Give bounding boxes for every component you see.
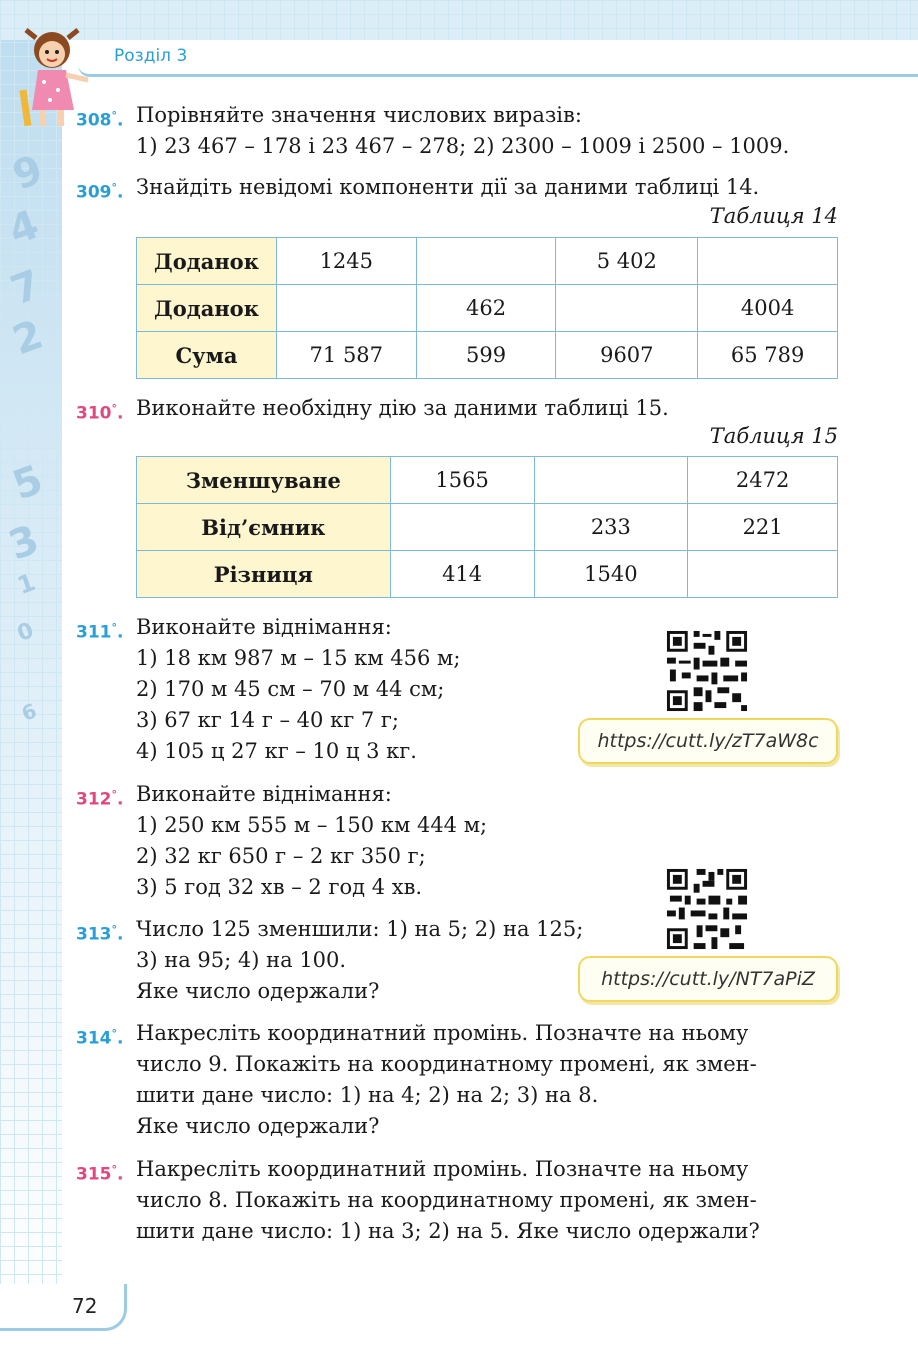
table-cell: 9607 [556, 332, 698, 379]
header-bar [78, 40, 918, 77]
decorative-digit: 1 [13, 567, 39, 601]
decorative-side-strip [0, 0, 62, 1330]
task-number: 315°. [76, 1163, 124, 1185]
decorative-digit: 6 [18, 698, 40, 726]
task-text [136, 393, 669, 424]
table-cell: 1540 [534, 551, 688, 598]
task-line: 3) 5 год 32 хв – 2 год 4 хв. [136, 875, 423, 899]
qr-code-icon[interactable] [664, 866, 750, 952]
task-number: 309°. [76, 181, 124, 203]
task-line: Накресліть координатний промінь. Позначте на ньому [136, 1021, 749, 1045]
table-cell: 462 [416, 285, 556, 332]
page-number: 72 [72, 1294, 98, 1318]
table-cell: 1565 [390, 457, 534, 504]
table-cell [534, 457, 688, 504]
page-number-tab [0, 1284, 127, 1331]
table-cell: 233 [534, 504, 688, 551]
task-line: Накресліть координатний промінь. Позначте на ньому [136, 1157, 749, 1181]
task-line: Виконайте віднімання: [136, 782, 392, 806]
task-line: Яке число одержали? [136, 1114, 380, 1138]
table-cell: 5 402 [556, 238, 698, 285]
table-cell [698, 238, 838, 285]
task-line: Яке число одержали? [136, 979, 380, 1003]
table-cell: 221 [688, 504, 838, 551]
table-cell: 414 [390, 551, 534, 598]
task-line: 2) 32 кг 650 г – 2 кг 350 г; [136, 844, 426, 868]
row-header: Доданок [137, 238, 277, 285]
row-header: Зменшуване [137, 457, 391, 504]
table-14 [136, 237, 838, 379]
table-row [137, 285, 838, 332]
table-cell [556, 285, 698, 332]
row-header: Від’ємник [137, 504, 391, 551]
task-text [136, 1154, 760, 1247]
table-row [137, 504, 838, 551]
table-cell [688, 551, 838, 598]
table-cell: 599 [416, 332, 556, 379]
table-cell [416, 238, 556, 285]
qr-code-icon[interactable] [664, 628, 750, 714]
decorative-digit: 2 [6, 311, 49, 365]
link-pill-1[interactable]: https://cutt.ly/zT7aW8c [578, 718, 838, 764]
task-text [136, 612, 460, 767]
task-number: 310°. [76, 402, 124, 424]
table-cell: 4004 [698, 285, 838, 332]
task-line: Число 125 зменшили: 1) на 5; 2) на 125; [136, 917, 584, 941]
link-pill-2[interactable]: https://cutt.ly/NT7aPiZ [578, 956, 838, 1002]
table-row [137, 238, 838, 285]
table-cell: 71 587 [276, 332, 416, 379]
decorative-digit: 5 [6, 456, 49, 510]
decorative-digit: 9 [6, 146, 49, 200]
task-line: 2) 170 м 45 см – 70 м 44 см; [136, 677, 445, 701]
task-number: 311°. [76, 621, 124, 643]
task-line: Виконайте віднімання: [136, 615, 392, 639]
task-line: 1) 18 км 987 м – 15 км 456 м; [136, 646, 461, 670]
task-line: число 8. Покажіть на координатному промені, як змен- [136, 1188, 757, 1212]
task-text [136, 914, 583, 1007]
task-number: 308°. [76, 109, 124, 131]
row-header: Доданок [137, 285, 277, 332]
decorative-digit: 7 [4, 261, 47, 315]
task-text [136, 172, 759, 203]
task-line: шити дане число: 1) на 3; 2) на 5. Яке число одержали? [136, 1219, 760, 1243]
section-title: Розділ 3 [114, 46, 188, 66]
table-row [137, 332, 838, 379]
row-header: Сума [137, 332, 277, 379]
table-cell [276, 285, 416, 332]
task-text [136, 779, 487, 903]
task-line: 4) 105 ц 27 кг – 10 ц 3 кг. [136, 739, 417, 763]
table-cell [390, 504, 534, 551]
task-line: шити дане число: 1) на 4; 2) на 2; 3) на 8. [136, 1083, 599, 1107]
table-15 [136, 456, 838, 598]
table-15-caption: Таблиця 15 [709, 424, 838, 448]
table-row [137, 551, 838, 598]
task-text [136, 100, 789, 162]
decorative-digit: 0 [14, 618, 38, 647]
task-number: 314°. [76, 1027, 124, 1049]
table-cell: 65 789 [698, 332, 838, 379]
decorative-digit: 4 [2, 201, 45, 255]
decorative-digit: 3 [2, 516, 45, 570]
task-line: 1) 23 467 – 178 і 23 467 – 278; 2) 2300 – 1009 і 2500 – 1009. [136, 134, 790, 158]
task-line: 1) 250 км 555 м – 150 км 444 м; [136, 813, 488, 837]
task-number: 312°. [76, 788, 124, 810]
table-14-caption: Таблиця 14 [709, 204, 838, 228]
row-header: Різниця [137, 551, 391, 598]
task-line: Виконайте необхідну дію за даними таблиці 15. [136, 396, 669, 420]
table-cell: 2472 [688, 457, 838, 504]
task-number: 313°. [76, 923, 124, 945]
task-line: Порівняйте значення числових виразів: [136, 103, 582, 127]
table-row [137, 457, 838, 504]
header-band [0, 0, 918, 40]
task-line: число 9. Покажіть на координатному промені, як змен- [136, 1052, 757, 1076]
task-line: 3) 67 кг 14 г – 40 кг 7 г; [136, 708, 399, 732]
task-text [136, 1018, 757, 1142]
task-line: Знайдіть невідомі компоненти дії за даними таблиці 14. [136, 175, 760, 199]
table-cell: 1245 [276, 238, 416, 285]
task-line: 3) на 95; 4) на 100. [136, 948, 347, 972]
